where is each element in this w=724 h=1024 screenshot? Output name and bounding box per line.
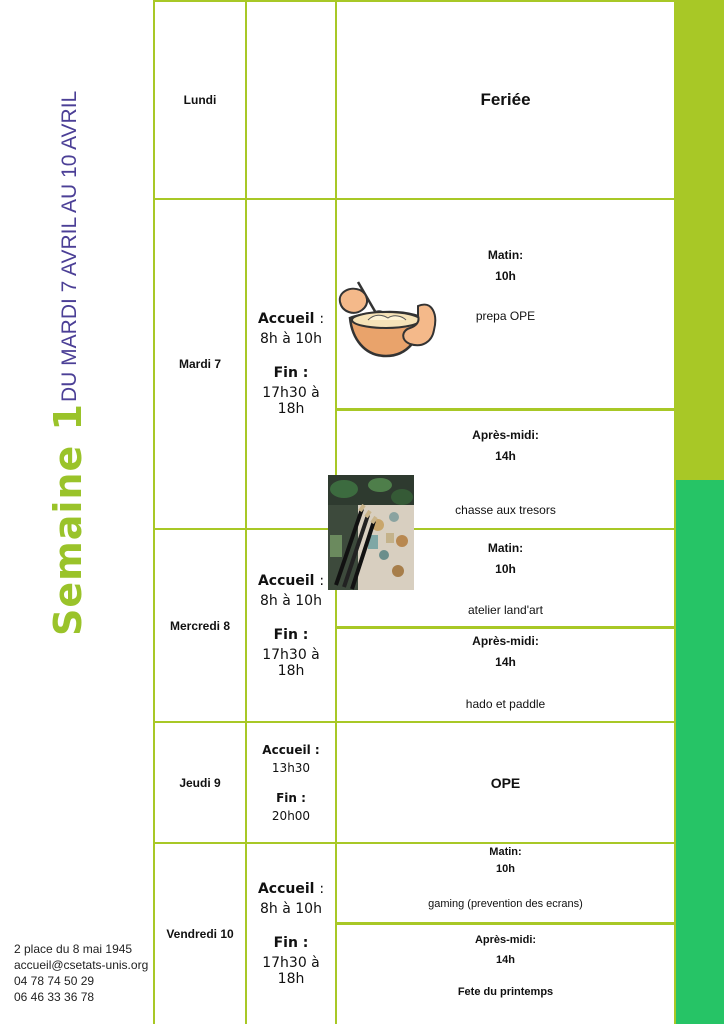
afternoon-title: Après-midi: <box>472 634 539 648</box>
fin-time: 17h30 à 18h <box>262 955 320 987</box>
accueil-time: 8h à 10h <box>260 901 322 917</box>
fin-label: Fin : <box>273 365 309 381</box>
day-mardi: Mardi 7 <box>178 357 221 371</box>
hours-mercredi <box>247 530 335 721</box>
accueil-time: 8h à 10h <box>260 331 322 347</box>
day-lundi: Lundi <box>183 93 217 107</box>
morning-activity: atelier land'art <box>468 603 543 617</box>
accueil-label: Accueil : <box>262 742 320 757</box>
morning-title: Matin: <box>487 248 524 262</box>
phone-1[interactable]: 04 78 74 50 29 <box>14 974 95 988</box>
fin-time: 20h00 <box>271 808 311 823</box>
afternoon-title: Après-midi: <box>472 428 539 442</box>
day-jeudi: Jeudi 9 <box>179 775 221 790</box>
fin-time: 17h30 à 18h <box>262 385 320 417</box>
fin-label: Fin : <box>273 626 309 643</box>
grid-line <box>335 408 676 411</box>
afternoon-vendredi <box>337 930 674 1020</box>
week-title: Semaine 1 <box>46 403 90 636</box>
afternoon-mercredi <box>337 631 674 721</box>
fin-time: 17h30 à 18h <box>262 646 320 679</box>
accueil-label: Accueil : <box>257 311 325 327</box>
afternoon-activity: hado et paddle <box>465 697 546 711</box>
afternoon-time: 14h <box>495 655 516 669</box>
day-vendredi: Vendredi 10 <box>166 927 234 941</box>
accueil-time: 13h30 <box>271 760 311 775</box>
afternoon-time: 14h <box>495 449 516 463</box>
email[interactable]: accueil@csetats-unis.org <box>14 958 149 972</box>
contact-footer <box>14 941 148 1005</box>
grid-line <box>335 922 676 925</box>
day-mercredi: Mercredi 8 <box>169 618 231 633</box>
date-range: DU MARDI 7 AVRIL AU 10 AVRIL <box>58 90 81 402</box>
morning-time: 10h <box>495 562 516 576</box>
baking-bowl-icon <box>336 276 438 360</box>
accueil-time: 8h à 10h <box>260 592 322 609</box>
afternoon-activity: chasse aux tresors <box>455 503 556 517</box>
activity-lundi: Feriée <box>480 90 531 109</box>
fin-label: Fin : <box>273 935 309 951</box>
accueil-label: Accueil : <box>257 881 325 897</box>
accent-bar-green <box>676 480 724 1024</box>
activity-jeudi: OPE <box>490 774 521 791</box>
fin-label: Fin : <box>276 790 306 805</box>
phone-2[interactable]: 06 46 33 36 78 <box>14 990 95 1004</box>
morning-activity: prepa OPE <box>475 309 536 323</box>
morning-title: Matin: <box>487 541 524 555</box>
art-supplies-photo <box>328 475 414 590</box>
morning-time: 10h <box>495 269 516 283</box>
accent-bar-lime <box>676 0 724 480</box>
morning-vendredi <box>337 844 674 920</box>
afternoon-time: 14h <box>496 954 515 966</box>
morning-time: 10h <box>496 863 515 875</box>
hours-vendredi <box>247 844 335 1024</box>
hours-mardi <box>247 200 335 528</box>
grid-line <box>674 0 676 1024</box>
accueil-label: Accueil : <box>257 572 325 589</box>
grid-line <box>335 626 676 629</box>
hours-jeudi <box>247 723 335 842</box>
afternoon-title: Après-midi: <box>474 934 537 946</box>
address: 2 place du 8 mai 1945 <box>14 942 133 956</box>
afternoon-activity: Fete du printemps <box>457 986 554 998</box>
morning-title: Matin: <box>489 846 522 858</box>
morning-activity: gaming (prevention des ecrans) <box>428 898 583 910</box>
